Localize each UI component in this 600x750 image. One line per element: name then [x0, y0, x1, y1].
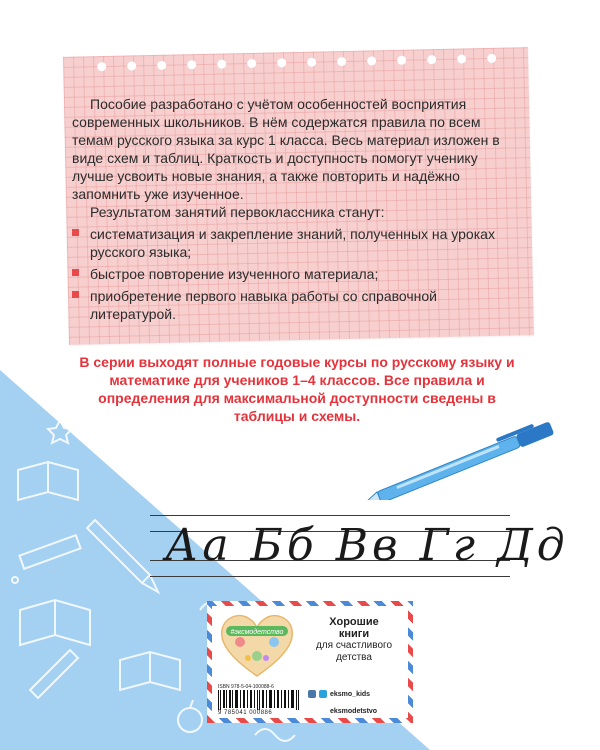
card-hole [367, 56, 376, 65]
card-hole [457, 54, 466, 63]
barcode-icon [218, 690, 300, 710]
pen-icon [352, 420, 592, 500]
card-hole [397, 56, 406, 65]
card-hole [217, 59, 226, 68]
results-list [72, 225, 522, 323]
writing-line [150, 576, 510, 577]
card-hole [247, 59, 256, 68]
description-paragraph: Пособие разработано с учётом особенностей восприятия современных школьников. В нём содержатся правила по всем темам русского языка за курс 1 класса. Весь материал изложен в виде схем и таблиц. Краткость и доступность помогут ученику лучше усвоить новые знания, а также повторить и надёжно запомнить уже изученное. [72, 96, 500, 202]
card-hole [307, 58, 316, 67]
card-hole [337, 57, 346, 66]
card-hole [427, 55, 436, 64]
slogan [304, 616, 404, 664]
card-hole [127, 61, 136, 70]
results-intro: Результатом занятий первоклассника станут: [90, 204, 385, 220]
list-item-text: систематизация и закрепление знаний, полученных на уроках русского языка; [90, 226, 495, 260]
isbn-text: ISBN 978-5-04-100088-6 [218, 684, 274, 690]
heart-logo-icon [218, 612, 296, 680]
bullet-icon [72, 229, 79, 236]
social-row [308, 690, 370, 698]
social-handle: eksmo_kids [330, 690, 371, 698]
list-item [72, 287, 522, 323]
card-hole [187, 60, 196, 69]
barcode-digits: 9 785041 000886 [218, 710, 273, 716]
series-description: В серии выходят полные годовые курсы по русскому языку и математике для учеников 1–4 классов. Все правила и определения для максимальной доступности сведены в таблицы и схемы. [79, 354, 515, 424]
bullet-icon [72, 291, 79, 298]
publisher-postcard [207, 601, 413, 723]
card-hole [97, 62, 106, 71]
slogan-line: детства [336, 652, 372, 663]
site-handle: eksmodetstvo [330, 708, 378, 715]
vk-icon [308, 690, 316, 698]
card-hole [277, 58, 286, 67]
list-item [72, 225, 522, 261]
bullet-icon [72, 269, 79, 276]
list-item [72, 265, 522, 283]
logo-text: #эксмодетство [230, 629, 284, 636]
telegram-icon [319, 690, 327, 698]
slogan-line: Хорошие [329, 616, 379, 628]
slogan-line: книги [338, 628, 370, 640]
list-item-text: быстрое повторение изученного материала; [90, 266, 379, 282]
slogan-line: для счастливого [315, 640, 393, 651]
cursive-alphabet: Аа Бб Вв Гг Дд [165, 520, 569, 571]
card-hole [487, 54, 496, 63]
card-hole [157, 61, 166, 70]
writing-line [150, 515, 510, 516]
list-item-text: приобретение первого навыка работы со справочной литературой. [90, 288, 437, 322]
note-text [72, 95, 522, 327]
